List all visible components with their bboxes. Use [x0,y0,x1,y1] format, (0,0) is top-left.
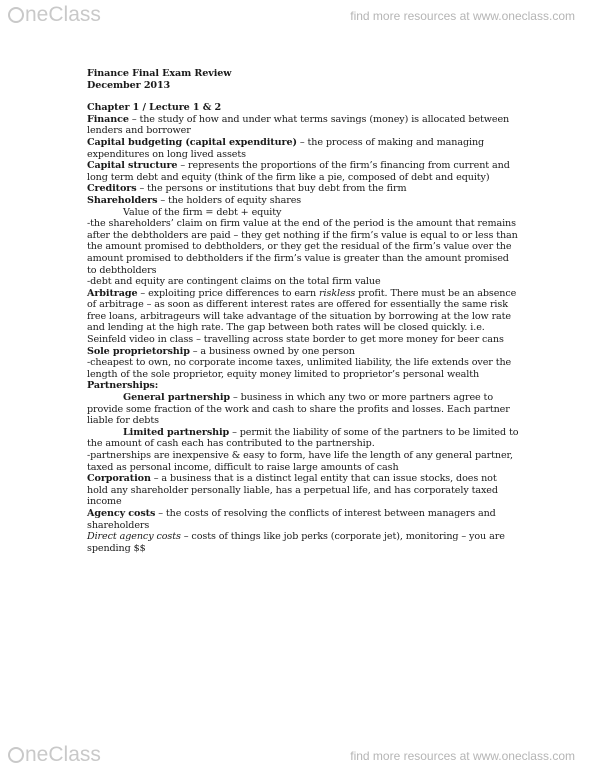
term: Creditors [87,183,137,195]
term: Limited partnership [123,426,230,438]
definition: – represents the proportions of the firm’s financing from current and long term debt and equity (think of the firm like a pie, composed of debt and equity) [87,160,510,183]
footer-tagline[interactable]: find more resources at www.oneclass.com [350,749,575,763]
term: Arbitrage [87,287,138,299]
sole-proprietorship-note: -cheapest to own, no corporate income taxes, unlimited liability, the life extends over the length of the sole proprietor, equity money limited to proprietor’s personal wealth [87,357,512,380]
header-tagline[interactable]: find more resources at www.oneclass.com [350,9,575,23]
def-capital-structure [87,160,519,183]
term: Agency costs [87,507,156,519]
term: Capital structure [87,160,178,172]
definition: – the process of making and managing expenditures on long lived assets [87,136,485,160]
definition-cont: profit. There must be an absence of arbitrage – as soon as different interest rates are offered for essentially the same risk free loans, arbitrageurs will take advantage of the situation by borrowing at the low rate and lending at the high rate. The gap between both rates will be closed quickly. i.e. Seinfeld video in class – travelling across state border to get more money for beer cans [87,287,517,346]
def-sole-proprietorship [87,346,519,358]
emphasis: riskless [319,287,356,299]
definition: – the persons or institutions that buy debt from the firm [136,183,407,195]
def-agency-costs [87,508,519,531]
def-creditors [87,183,519,195]
logo-mark-icon [8,7,24,23]
term: Sole proprietorship [87,345,190,357]
logo-mark-icon [8,747,24,763]
partnership-note: -partnerships are inexpensive & easy to form, have life the length of any general partner, taxed as personal income, difficult to raise large amounts of cash [87,450,513,473]
def-shareholders [87,195,519,207]
doc-title: Finance Final Exam Review [87,68,232,79]
definition: – business in which any two or more partners agree to provide some fraction of the work and cash to share the profits and losses. Each partner liable for debts [87,392,510,427]
chapter-heading: Chapter 1 / Lecture 1 & 2 [87,102,222,114]
definition: – a business owned by one person [189,345,355,357]
def-general-partnership [87,392,519,427]
definition: – a business that is a distinct legal entity that can issue stocks, does not hold any shareholder personally liable, has a perpetual life, and has corporately taxed income [87,473,498,508]
contingent-claims-note: -debt and equity are contingent claims on the total firm value [87,276,381,288]
term: Corporation [87,473,151,485]
definition: – the study of how and under what terms savings (money) is allocated between lenders and borrower [87,113,510,137]
def-direct-agency-costs [87,531,519,554]
def-corporation [87,473,519,508]
shareholder-claim-note: -the shareholders’ claim on firm value at the end of the period is the amount that remains after the debtholders are paid – they get nothing if the firm’s value is equal to or less than the amount promised to debtholders, or they get the residual of the firm’s value over the amount promised to debtholders if the firm’s value is greater than the amount promised to debtholders [87,218,518,276]
oneclass-logo-footer [8,743,101,767]
partnerships-heading: Partnerships: [87,380,159,392]
firm-value-formula: Value of the firm = debt + equity [123,206,282,218]
oneclass-logo [8,3,101,27]
term: Finance [87,113,129,125]
logo-text: neClass [25,743,101,766]
definition: – the holders of equity shares [157,194,302,206]
def-arbitrage [87,288,519,346]
definition: – the costs of resolving the conflicts of interest between managers and shareholders [87,507,496,531]
term: Capital budgeting (capital expenditure) [87,136,297,148]
term: Shareholders [87,194,158,206]
def-capital-budgeting [87,137,519,160]
def-finance [87,114,519,137]
definition: – exploiting price differences to earn [137,287,320,299]
definition: – permit the liability of some of the partners to be limited to the amount of cash each has contributed to the partnership. [87,426,519,450]
term: General partnership [123,392,231,404]
doc-date: December 2013 [87,79,171,91]
term: Direct agency costs [87,531,181,543]
logo-text: neClass [25,3,101,26]
definition: – costs of things like job perks (corporate jet), monitoring – you are spending $$ [87,531,505,554]
def-limited-partnership [87,427,519,450]
document-body [87,68,519,554]
